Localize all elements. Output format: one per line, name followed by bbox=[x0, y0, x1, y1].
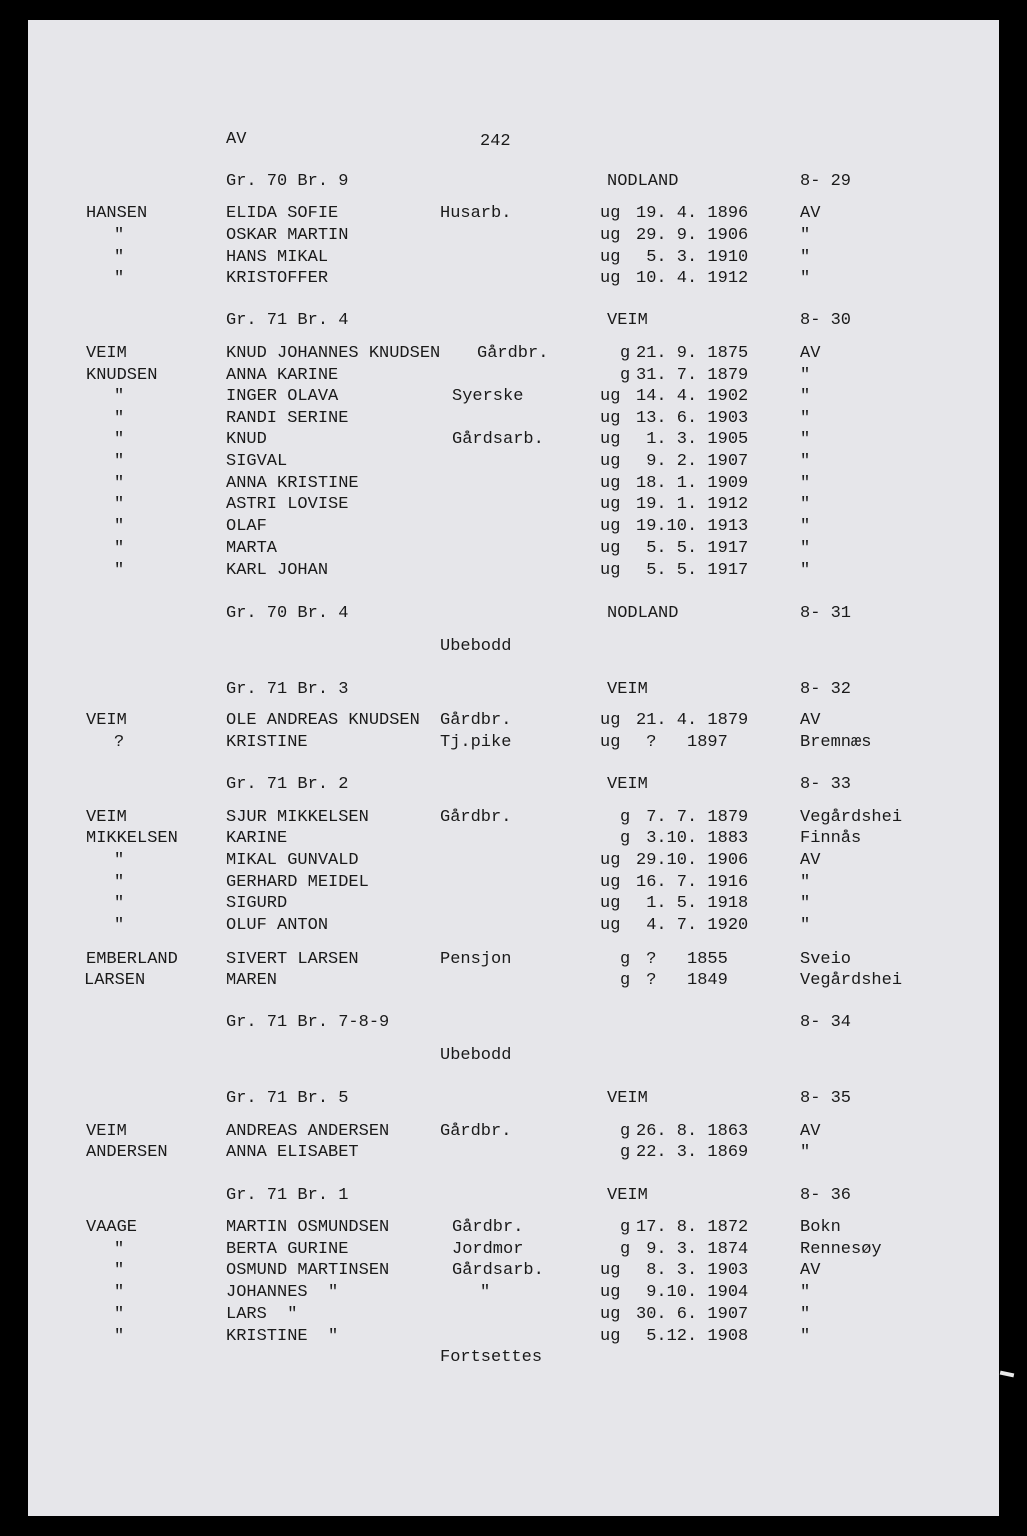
household-gr-br: Gr. 71 Br. 5 bbox=[226, 1089, 349, 1108]
person-status: ug bbox=[600, 873, 621, 892]
person-born: 22. 3. 1869 bbox=[636, 1143, 749, 1162]
person-status: g bbox=[620, 829, 631, 848]
person-birthplace: " bbox=[800, 561, 811, 580]
person-name: GERHARD MEIDEL bbox=[226, 873, 369, 892]
household-number: 8- 34 bbox=[800, 1013, 852, 1032]
household-place: NODLAND bbox=[607, 604, 679, 623]
household-gr-br: Gr. 70 Br. 9 bbox=[226, 172, 349, 191]
person-occupation: Gårdbr. bbox=[440, 808, 512, 827]
person-surname: " bbox=[114, 1283, 125, 1302]
person-born: 13. 6. 1903 bbox=[636, 409, 749, 428]
person-status: ug bbox=[600, 474, 621, 493]
person-occupation: Syerske bbox=[452, 387, 524, 406]
household-place: VEIM bbox=[607, 1186, 648, 1205]
person-status: ug bbox=[600, 1283, 621, 1302]
person-status: g bbox=[620, 1218, 631, 1237]
person-surname: " bbox=[114, 539, 125, 558]
person-born: 3.10. 1883 bbox=[636, 829, 749, 848]
person-name: BERTA GURINE bbox=[226, 1240, 349, 1259]
person-name: OLUF ANTON bbox=[226, 916, 329, 935]
person-born: 4. 7. 1920 bbox=[636, 916, 749, 935]
person-occupation: Gårdbr. bbox=[452, 1218, 524, 1237]
person-birthplace: " bbox=[800, 495, 811, 514]
person-occupation: Gårdbr. bbox=[440, 711, 512, 730]
person-occupation: Husarb. bbox=[440, 204, 512, 223]
person-born: 31. 7. 1879 bbox=[636, 366, 749, 385]
person-surname: " bbox=[114, 873, 125, 892]
person-surname: VAAGE bbox=[86, 1218, 138, 1237]
person-born: 5.12. 1908 bbox=[636, 1327, 749, 1346]
person-birthplace: " bbox=[800, 1327, 811, 1346]
person-birthplace: Vegårdshei bbox=[800, 808, 903, 827]
person-surname: LARSEN bbox=[84, 971, 146, 990]
person-birthplace: Bokn bbox=[800, 1218, 841, 1237]
person-name: KARINE bbox=[226, 829, 288, 848]
person-name: ANNA KARINE bbox=[226, 366, 339, 385]
person-birthplace: Sveio bbox=[800, 950, 852, 969]
person-occupation: Gårdbr. bbox=[440, 1122, 512, 1141]
person-status: ug bbox=[600, 409, 621, 428]
person-surname: " bbox=[114, 248, 125, 267]
person-occupation: Gårdsarb. bbox=[452, 1261, 544, 1280]
person-occupation: Gårdsarb. bbox=[452, 430, 544, 449]
household-place: VEIM bbox=[607, 1089, 648, 1108]
person-born: ? 1897 bbox=[636, 733, 728, 752]
person-status: ug bbox=[600, 561, 621, 580]
household-gr-br: Gr. 71 Br. 4 bbox=[226, 311, 349, 330]
person-birthplace: " bbox=[800, 452, 811, 471]
person-birthplace: AV bbox=[800, 851, 821, 870]
household-number: 8- 31 bbox=[800, 604, 852, 623]
person-born: 9. 2. 1907 bbox=[636, 452, 749, 471]
person-status: ug bbox=[600, 851, 621, 870]
person-status: ug bbox=[600, 269, 621, 288]
person-surname: " bbox=[114, 916, 125, 935]
person-name: MAREN bbox=[226, 971, 278, 990]
person-born: 26. 8. 1863 bbox=[636, 1122, 749, 1141]
person-birthplace: " bbox=[800, 366, 811, 385]
person-status: ug bbox=[600, 452, 621, 471]
person-surname: " bbox=[114, 387, 125, 406]
person-name: MARTIN OSMUNDSEN bbox=[226, 1218, 390, 1237]
person-status: g bbox=[620, 971, 631, 990]
person-name: SIVERT LARSEN bbox=[226, 950, 359, 969]
person-name: HANS MIKAL bbox=[226, 248, 329, 267]
page-number: 242 bbox=[480, 132, 511, 151]
person-birthplace: " bbox=[800, 248, 811, 267]
person-surname: MIKKELSEN bbox=[86, 829, 178, 848]
person-surname: " bbox=[114, 226, 125, 245]
person-status: g bbox=[620, 1240, 631, 1259]
person-status: g bbox=[620, 808, 631, 827]
person-birthplace: " bbox=[800, 916, 811, 935]
person-birthplace: " bbox=[800, 226, 811, 245]
person-name: SIGVAL bbox=[226, 452, 288, 471]
person-surname: ANDERSEN bbox=[86, 1143, 168, 1162]
household-gr-br: Gr. 70 Br. 4 bbox=[226, 604, 349, 623]
person-name: ANNA ELISABET bbox=[226, 1143, 359, 1162]
household-note: Ubebodd bbox=[440, 637, 512, 656]
person-status: ug bbox=[600, 894, 621, 913]
person-name: MIKAL GUNVALD bbox=[226, 851, 359, 870]
person-born: 29. 9. 1906 bbox=[636, 226, 749, 245]
person-surname: " bbox=[114, 1327, 125, 1346]
person-born: ? 1849 bbox=[636, 971, 728, 990]
person-status: ug bbox=[600, 387, 621, 406]
person-surname: " bbox=[114, 430, 125, 449]
household-number: 8- 36 bbox=[800, 1186, 852, 1205]
person-name: ANNA KRISTINE bbox=[226, 474, 359, 493]
person-status: g bbox=[620, 1143, 631, 1162]
person-born: 14. 4. 1902 bbox=[636, 387, 749, 406]
person-status: g bbox=[620, 1122, 631, 1141]
person-born: 17. 8. 1872 bbox=[636, 1218, 749, 1237]
person-birthplace: Bremnæs bbox=[800, 733, 872, 752]
person-born: 5. 5. 1917 bbox=[636, 561, 749, 580]
person-status: g bbox=[620, 950, 631, 969]
document-page bbox=[28, 20, 999, 1516]
household-note: Ubebodd bbox=[440, 1046, 512, 1065]
household-number: 8- 33 bbox=[800, 775, 852, 794]
person-born: 5. 5. 1917 bbox=[636, 539, 749, 558]
person-birthplace: Finnås bbox=[800, 829, 862, 848]
person-birthplace: " bbox=[800, 430, 811, 449]
person-born: 29.10. 1906 bbox=[636, 851, 749, 870]
person-birthplace: AV bbox=[800, 1261, 821, 1280]
footer-note: Fortsettes bbox=[440, 1348, 543, 1367]
person-name: KRISTINE " bbox=[226, 1327, 339, 1346]
person-born: 10. 4. 1912 bbox=[636, 269, 749, 288]
header-code: AV bbox=[226, 130, 247, 149]
person-status: ug bbox=[600, 1305, 621, 1324]
person-born: 1. 5. 1918 bbox=[636, 894, 749, 913]
person-name: SIGURD bbox=[226, 894, 288, 913]
person-born: 21. 9. 1875 bbox=[636, 344, 749, 363]
person-born: 19. 1. 1912 bbox=[636, 495, 749, 514]
household-place: VEIM bbox=[607, 680, 648, 699]
person-birthplace: " bbox=[800, 539, 811, 558]
household-number: 8- 32 bbox=[800, 680, 852, 699]
person-surname: HANSEN bbox=[86, 204, 148, 223]
person-name: KARL JOHAN bbox=[226, 561, 329, 580]
person-born: 7. 7. 1879 bbox=[636, 808, 749, 827]
person-name: LARS " bbox=[226, 1305, 298, 1324]
person-status: ug bbox=[600, 204, 621, 223]
person-birthplace: " bbox=[800, 1305, 811, 1324]
person-status: ug bbox=[600, 517, 621, 536]
person-surname: " bbox=[114, 495, 125, 514]
person-surname: " bbox=[114, 409, 125, 428]
person-occupation: " bbox=[480, 1283, 491, 1302]
person-born: 16. 7. 1916 bbox=[636, 873, 749, 892]
person-surname: VEIM bbox=[86, 344, 127, 363]
person-name: KNUD bbox=[226, 430, 267, 449]
person-status: g bbox=[620, 344, 631, 363]
person-born: 8. 3. 1903 bbox=[636, 1261, 749, 1280]
person-birthplace: " bbox=[800, 474, 811, 493]
person-surname: EMBERLAND bbox=[86, 950, 178, 969]
person-status: ug bbox=[600, 430, 621, 449]
person-birthplace: AV bbox=[800, 1122, 821, 1141]
person-name: ASTRI LOVISE bbox=[226, 495, 349, 514]
person-birthplace: " bbox=[800, 894, 811, 913]
household-number: 8- 29 bbox=[800, 172, 852, 191]
person-born: 18. 1. 1909 bbox=[636, 474, 749, 493]
person-name: ELIDA SOFIE bbox=[226, 204, 339, 223]
household-number: 8- 35 bbox=[800, 1089, 852, 1108]
person-name: SJUR MIKKELSEN bbox=[226, 808, 369, 827]
person-status: ug bbox=[600, 1261, 621, 1280]
person-birthplace: AV bbox=[800, 344, 821, 363]
person-occupation: Gårdbr. bbox=[477, 344, 549, 363]
person-born: 9.10. 1904 bbox=[636, 1283, 749, 1302]
person-status: ug bbox=[600, 711, 621, 730]
person-name: RANDI SERINE bbox=[226, 409, 349, 428]
person-born: ? 1855 bbox=[636, 950, 728, 969]
person-born: 9. 3. 1874 bbox=[636, 1240, 749, 1259]
household-place: NODLAND bbox=[607, 172, 679, 191]
person-name: KRISTOFFER bbox=[226, 269, 329, 288]
person-birthplace: " bbox=[800, 873, 811, 892]
person-name: OLAF bbox=[226, 517, 267, 536]
person-name: KRISTINE bbox=[226, 733, 308, 752]
person-status: ug bbox=[600, 1327, 621, 1346]
person-name: MARTA bbox=[226, 539, 278, 558]
household-gr-br: Gr. 71 Br. 2 bbox=[226, 775, 349, 794]
person-status: ug bbox=[600, 226, 621, 245]
person-birthplace: AV bbox=[800, 204, 821, 223]
person-surname: KNUDSEN bbox=[86, 366, 158, 385]
person-birthplace: Vegårdshei bbox=[800, 971, 903, 990]
edge-mark bbox=[1000, 1371, 1015, 1378]
person-status: ug bbox=[600, 539, 621, 558]
person-surname: " bbox=[114, 1261, 125, 1280]
person-name: INGER OLAVA bbox=[226, 387, 339, 406]
person-name: OSKAR MARTIN bbox=[226, 226, 349, 245]
person-surname: " bbox=[114, 474, 125, 493]
person-name: OSMUND MARTINSEN bbox=[226, 1261, 390, 1280]
person-born: 5. 3. 1910 bbox=[636, 248, 749, 267]
household-place: VEIM bbox=[607, 311, 648, 330]
person-status: g bbox=[620, 366, 631, 385]
person-born: 19.10. 1913 bbox=[636, 517, 749, 536]
household-number: 8- 30 bbox=[800, 311, 852, 330]
person-born: 1. 3. 1905 bbox=[636, 430, 749, 449]
person-birthplace: Rennesøy bbox=[800, 1240, 882, 1259]
household-gr-br: Gr. 71 Br. 7-8-9 bbox=[226, 1013, 390, 1032]
person-status: ug bbox=[600, 916, 621, 935]
household-place: VEIM bbox=[607, 775, 648, 794]
person-birthplace: " bbox=[800, 1143, 811, 1162]
person-name: JOHANNES " bbox=[226, 1283, 339, 1302]
person-birthplace: " bbox=[800, 387, 811, 406]
person-status: ug bbox=[600, 733, 621, 752]
person-surname: " bbox=[114, 851, 125, 870]
person-occupation: Pensjon bbox=[440, 950, 512, 969]
person-status: ug bbox=[600, 495, 621, 514]
person-surname: " bbox=[114, 1305, 125, 1324]
person-birthplace: " bbox=[800, 517, 811, 536]
person-born: 19. 4. 1896 bbox=[636, 204, 749, 223]
person-name: OLE ANDREAS KNUDSEN bbox=[226, 711, 420, 730]
person-birthplace: " bbox=[800, 269, 811, 288]
person-name: KNUD JOHANNES KNUDSEN bbox=[226, 344, 441, 363]
person-surname: " bbox=[114, 452, 125, 471]
person-birthplace: " bbox=[800, 1283, 811, 1302]
person-surname: " bbox=[114, 517, 125, 536]
person-surname: VEIM bbox=[86, 808, 127, 827]
person-surname: " bbox=[114, 1240, 125, 1259]
household-gr-br: Gr. 71 Br. 1 bbox=[226, 1186, 349, 1205]
person-occupation: Jordmor bbox=[452, 1240, 524, 1259]
person-surname: " bbox=[114, 561, 125, 580]
person-born: 21. 4. 1879 bbox=[636, 711, 749, 730]
household-gr-br: Gr. 71 Br. 3 bbox=[226, 680, 349, 699]
person-surname: ? bbox=[114, 733, 125, 752]
person-surname: " bbox=[114, 269, 125, 288]
person-surname: " bbox=[114, 894, 125, 913]
person-birthplace: AV bbox=[800, 711, 821, 730]
person-occupation: Tj.pike bbox=[440, 733, 512, 752]
person-name: ANDREAS ANDERSEN bbox=[226, 1122, 390, 1141]
person-surname: VEIM bbox=[86, 711, 127, 730]
person-born: 30. 6. 1907 bbox=[636, 1305, 749, 1324]
person-birthplace: " bbox=[800, 409, 811, 428]
person-status: ug bbox=[600, 248, 621, 267]
person-surname: VEIM bbox=[86, 1122, 127, 1141]
